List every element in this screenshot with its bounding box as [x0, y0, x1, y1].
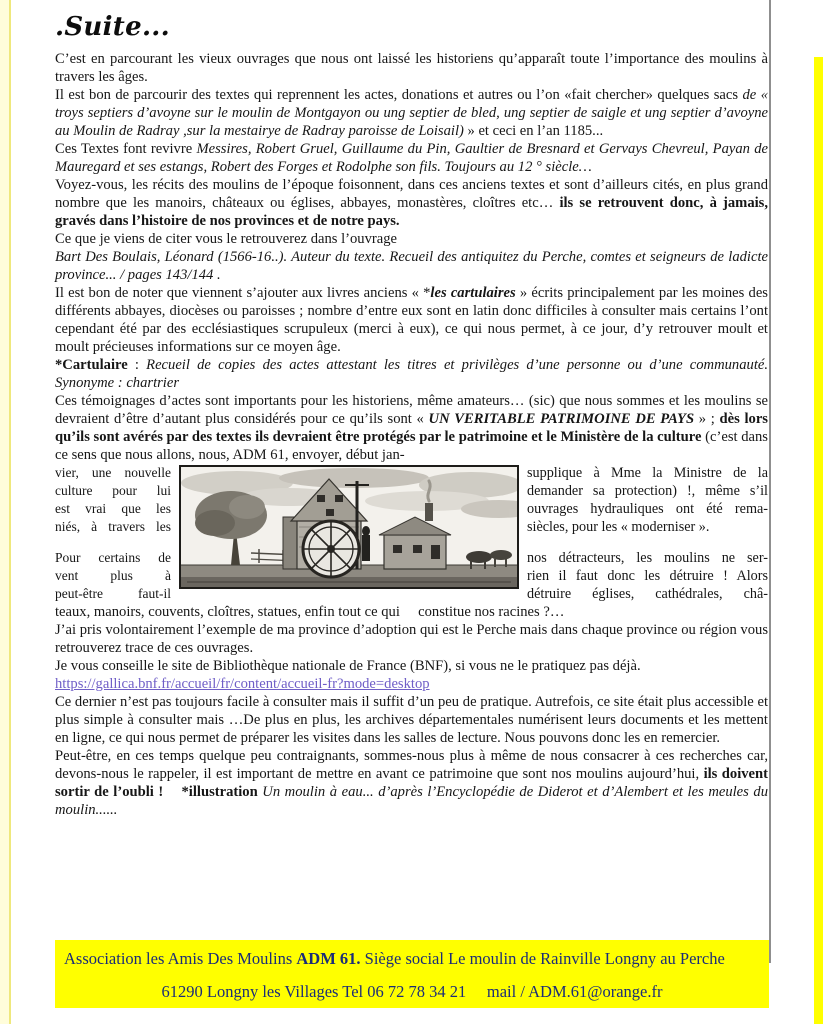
wrap-left-line: est vrai que les: [55, 501, 171, 516]
watermill-engraving-image: [179, 465, 519, 589]
wrap-left-line: Pour certains de: [55, 550, 171, 565]
wrap-right-line: siècles, pour les « moderniser ».: [527, 519, 710, 535]
paragraph-bnf: Je vous conseille le site de Bibliothèque nationale de France (BNF), si vous ne le pratiquez pas déjà.: [55, 658, 641, 674]
left-margin-strip: [0, 0, 11, 1024]
wrap-left-line: vent plus à: [55, 568, 171, 583]
wrap-left-line: peut-être faut-il: [55, 586, 171, 601]
wrap-text-left-column: [55, 464, 171, 603]
paragraph-reference-ouvrage: Bart Des Boulais, Léonard (1566-16..). Auteur du texte. Recueil des antiquitez du Perche, comtes et seigneurs de ladicte province... / pages 143/144 .: [55, 249, 768, 283]
paragraph-intro: C’est en parcourant les vieux ouvrages que nous ont laissé les historiens qu’apparaît toute l’importance des moulins à travers les âges.: [55, 51, 768, 85]
wrap-text-right-column: [527, 464, 768, 603]
wrap-paragraph-gap: [527, 536, 768, 549]
wrap-right-line: demander sa protection) !, même s’il: [527, 483, 768, 499]
paragraph-citation-intro: Ce que je viens de citer vous le retrouverez dans l’ouvrage: [55, 231, 398, 247]
wrap-right-line: détruire églises, cathédrales, châ-: [527, 586, 768, 602]
wrap-left-line: vier, une nouvelle: [55, 465, 171, 480]
article-body: [55, 12, 768, 819]
wrap-left-line: niés, à travers les: [55, 519, 171, 534]
paragraph-conclusion: Peut-être, en ces temps quelque peu contraignants, sommes-nous plus à même de nous consacrer à ces recherches car, devons-nous le rappeler, il est important de mettre en avant ce patrimoine que sont nos moulins aujourd’hui, ils doivent sortir de l’oubli ! *illustration Un moulin à eau... d’après l’Encyclopédie de Diderot et d’Alembert et les meules du moulin......: [55, 748, 768, 818]
paragraph-cartulaires: Il est bon de noter que viennent s’ajouter aux livres anciens « *les cartulaires » écrits principalement par les moines des différents abbayes, diocèses ou paroisses ; nombre d’entre eux sont en latin donc difficiles à consulter mais certains l’ont cependant été par des ecclésiastiques scrupuleux (merci à eux), ce qui nous permet, à ce jour, d’y retrouver moult et moult précieuses informations sur ce moyen âge.: [55, 285, 768, 355]
column-rule-line: [769, 0, 771, 963]
paragraph-textes-anciens: Il est bon de parcourir des textes qui reprennent les actes, donations et autres ou l’on «fait chercher» quelques sacs de « troys septiers d’avoyne sur le moulin de Montgayon ou ung septier de bled, ung septier de saigle et ung septier d’avoyne au Moulin de Radray ,sur la mestairye de Radray paroisse de Loisail) » et ceci en l’an 1185...: [55, 87, 768, 139]
paragraph-messires: Ces Textes font revivre Messires, Robert Gruel, Guillaume du Pin, Gaultier de Bresnard et Gervays Chevreul, Payan de Mauregard et ses estangs, Robert des Forges et Rodolphe son fils. Toujours au 12 ° siècle…: [55, 141, 768, 175]
wrap-right-line: rien il faut donc les détruire ! Alors: [527, 568, 768, 584]
illustration-section: [55, 464, 768, 603]
footer-association-box: [55, 940, 769, 1008]
link-line: [55, 675, 768, 693]
watermill-engraving-svg: [179, 465, 519, 589]
paragraph-patrimoine: Ces témoignages d’actes sont importants pour les historiens, même amateurs… (sic) que nous sommes et les moulins se devraient d’être d’autant plus considérés pour ce qu’ils sont « UN VERITABLE PATRIMOINE DE PAYS » ; dès lors qu’ils sont avérés par des textes ils devraient être protégés par le patrimoine et le Ministère de la culture (c’est dans ce sens que nous allons, nous, ADM 61, envoyer, début jan-: [55, 393, 768, 463]
wrap-paragraph-gap: [55, 536, 171, 549]
paragraph-archives: Ce dernier n’est pas toujours facile à consulter mais il suffit d’un peu de pratique. Autrefois, ce site était plus accessible et plus simple à consulter mais …De plus en plus, les archives départementales numérisent leurs documents et les mettent en ligne, ce qui nous permet de préparer les visites dans les salles de lecture. Nous pouvons donc les en remercier.: [55, 694, 768, 746]
paragraph-definition-cartulaire: *Cartulaire : Recueil de copies des actes attestant les titres et privilèges d’une personne ou d’une communauté. Synonyme : chartrier: [55, 357, 768, 391]
paragraph-recits: Voyez-vous, les récits des moulins de l’époque foisonnent, dans ces anciens textes et sont d’ailleurs cités, en plus grand nombre que les manoirs, châteaux ou églises, abbayes, monastères, cloîtres etc… ils se retrouvent donc, à jamais, gravés dans l’histoire de nos provinces et de notre pays.: [55, 177, 768, 229]
paragraph-racines: teaux, manoirs, couvents, cloîtres, statues, enfin tout ce qui constitue nos racines ?…: [55, 604, 565, 620]
footer-line-2: 61290 Longny les Villages Tel 06 72 78 34 21 mail / ADM.61@orange.fr: [161, 982, 663, 1001]
wrap-left-line: culture pour lui: [55, 483, 171, 498]
page-title: .Suite...: [55, 12, 171, 42]
gallica-bnf-link[interactable]: https://gallica.bnf.fr/accueil/fr/content/accueil-fr?mode=desktop: [55, 676, 430, 692]
wrap-right-line: ouvrages hydrauliques ont été rema-: [527, 501, 768, 517]
footer-line-1: Association les Amis Des Moulins ADM 61. Siège social Le moulin de Rainville Longny au Perche: [64, 949, 725, 968]
wrap-right-line: supplique à Mme la Ministre de la: [527, 465, 768, 481]
paragraph-perche: J’ai pris volontairement l’exemple de ma province d’adoption qui est le Perche mais dans chaque province ou région vous retrouverez trace de ces ouvrages.: [55, 622, 768, 656]
wrap-right-line: nos détracteurs, les moulins ne ser-: [527, 550, 768, 566]
right-margin-stripe: [814, 57, 823, 1024]
